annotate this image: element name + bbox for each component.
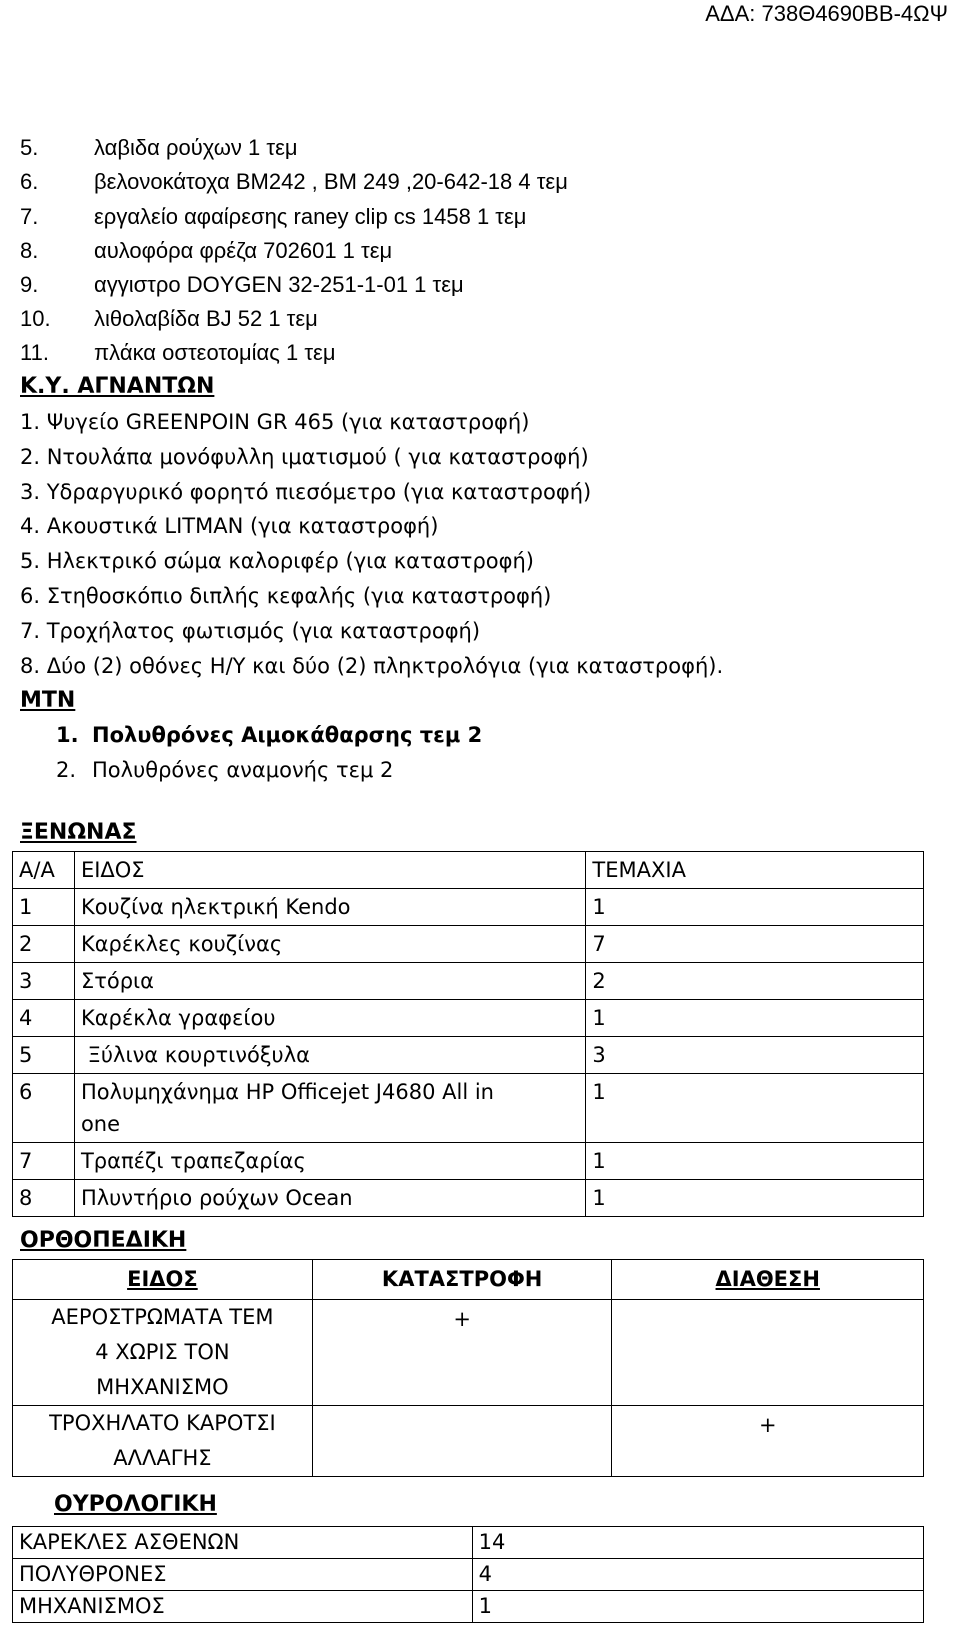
table-cell: Ξύλινα κουρτινόξυλα bbox=[74, 1037, 585, 1074]
table-row bbox=[13, 1180, 924, 1217]
list-item-text: πλάκα οστεοτομίας 1 τεμ bbox=[94, 340, 336, 365]
list-item-number: 10. bbox=[20, 306, 51, 331]
header-cell: Α/Α bbox=[13, 852, 75, 889]
mtn-item-text: Πολυθρόνες αναμονής τεμ 2 bbox=[92, 758, 394, 782]
table-cell: Πολυμηχάνημα HP Officejet J4680 All in one bbox=[74, 1074, 585, 1143]
ky-item: 1. Ψυγείο GREENPOIN GR 465 (για καταστροφή) bbox=[20, 410, 530, 434]
table-cell: 1 bbox=[472, 1591, 923, 1623]
section-heading-mtn: ΜΤΝ bbox=[20, 688, 76, 713]
table-cell: 1 bbox=[586, 1000, 924, 1037]
mtn-item-text: Πολυθρόνες Αιμοκάθαρσης τεμ 2 bbox=[92, 723, 483, 747]
list-item-text: εργαλείο αφαίρεσης raney clip cs 1458 1 τεμ bbox=[94, 204, 527, 229]
list-item-number: 8. bbox=[20, 238, 39, 263]
xenonas-table bbox=[12, 851, 924, 1217]
table-row bbox=[13, 1000, 924, 1037]
list-item-text: αγγιστρο DOYGEN 32-251-1-01 1 τεμ bbox=[94, 272, 464, 297]
header-cell: ΕΙΔΟΣ bbox=[74, 852, 585, 889]
list-item-text: λαβιδα ρούχων 1 τεμ bbox=[94, 135, 298, 160]
list-item-number: 6. bbox=[20, 169, 39, 194]
list-item-number: 9. bbox=[20, 272, 39, 297]
table-cell: 2 bbox=[586, 963, 924, 1000]
header-cell: ΤΕΜΑΧΙΑ bbox=[586, 852, 924, 889]
table-cell: Τραπέζι τραπεζαρίας bbox=[74, 1143, 585, 1180]
list-item-number: 11. bbox=[20, 340, 49, 365]
list-item bbox=[20, 270, 464, 300]
header-cell: ΚΑΤΑΣΤΡΟΦΗ bbox=[312, 1260, 612, 1300]
table-cell: 3 bbox=[13, 963, 75, 1000]
table-header-row bbox=[13, 852, 924, 889]
ortho-table bbox=[12, 1259, 924, 1477]
list-item-number: 5. bbox=[20, 135, 39, 160]
ky-item: 5. Ηλεκτρικό σώμα καλοριφέρ (για καταστροφή) bbox=[20, 549, 534, 573]
list-item-text: αυλοφόρα φρέζα 702601 1 τεμ bbox=[94, 238, 393, 263]
section-heading-ortho: ΟΡΘΟΠΕΔΙΚΗ bbox=[20, 1228, 187, 1253]
list-item bbox=[20, 236, 392, 266]
table-row bbox=[13, 1037, 924, 1074]
table-cell: 5 bbox=[13, 1037, 75, 1074]
ky-item: 6. Στηθοσκόπιο διπλής κεφαλής (για καταστροφή) bbox=[20, 584, 552, 608]
table-cell: 7 bbox=[13, 1143, 75, 1180]
table-cell: 1 bbox=[586, 1074, 924, 1143]
table-cell: Στόρια bbox=[74, 963, 585, 1000]
ky-item: 7. Τροχήλατος φωτισμός (για καταστροφή) bbox=[20, 619, 481, 643]
list-item-number: 7. bbox=[20, 204, 39, 229]
table-cell: ΑΕΡΟΣΤΡΩΜΑΤΑ ΤΕΜ 4 ΧΩΡΙΣ ΤΟΝ ΜΗΧΑΝΙΣΜΟ bbox=[13, 1300, 313, 1406]
list-item bbox=[20, 338, 336, 368]
table-cell: ΜΗΧΑΝΙΣΜΟΣ bbox=[13, 1591, 473, 1623]
table-cell: Καρέκλα γραφείου bbox=[74, 1000, 585, 1037]
table-cell: 1 bbox=[586, 889, 924, 926]
mtn-item bbox=[56, 755, 393, 785]
mtn-item bbox=[56, 720, 482, 750]
table-header-row bbox=[13, 1260, 924, 1300]
table-row bbox=[13, 963, 924, 1000]
list-item bbox=[20, 304, 318, 334]
mtn-item-number: 1. bbox=[56, 723, 79, 747]
table-cell: Πλυντήριο ρούχων Ocean bbox=[74, 1180, 585, 1217]
list-item-text: βελονοκάτοχα ΒΜ242 , ΒΜ 249 ,20-642-18 4 τεμ bbox=[94, 169, 568, 194]
ouro-table bbox=[12, 1526, 924, 1623]
table-cell: 2 bbox=[13, 926, 75, 963]
table-cell: ΚΑΡΕΚΛΕΣ ΑΣΘΕΝΩΝ bbox=[13, 1527, 473, 1559]
table-row bbox=[13, 1300, 924, 1406]
table-cell: ΠΟΛΥΘΡΟΝΕΣ bbox=[13, 1559, 473, 1591]
table-cell: 4 bbox=[472, 1559, 923, 1591]
header-cell: ΔΙΑΘΕΣΗ bbox=[612, 1260, 924, 1300]
table-cell bbox=[312, 1406, 612, 1477]
ky-item: 3. Υδραργυρικό φορητό πιεσόμετρο (για καταστροφή) bbox=[20, 480, 592, 504]
ky-item: 8. Δύο (2) οθόνες Η/Υ και δύο (2) πληκτρολόγια (για καταστροφή). bbox=[20, 654, 724, 678]
table-cell: + bbox=[312, 1300, 612, 1406]
table-cell: ΤΡΟΧΗΛΑΤΟ ΚΑΡΟΤΣΙ ΑΛΛΑΓΗΣ bbox=[13, 1406, 313, 1477]
table-cell: 14 bbox=[472, 1527, 923, 1559]
list-item bbox=[20, 167, 568, 197]
table-cell: 1 bbox=[586, 1143, 924, 1180]
table-cell: 7 bbox=[586, 926, 924, 963]
table-row bbox=[13, 1527, 924, 1559]
table-row bbox=[13, 926, 924, 963]
table-cell: + bbox=[612, 1406, 924, 1477]
table-cell: Καρέκλες κουζίνας bbox=[74, 926, 585, 963]
section-heading-ouro: ΟΥΡΟΛΟΓΙΚΗ bbox=[54, 1492, 217, 1517]
table-row bbox=[13, 889, 924, 926]
table-cell bbox=[612, 1300, 924, 1406]
table-cell: 8 bbox=[13, 1180, 75, 1217]
mtn-item-number: 2. bbox=[56, 758, 77, 782]
table-cell: 3 bbox=[586, 1037, 924, 1074]
list-item bbox=[20, 202, 526, 232]
table-cell: Κουζίνα ηλεκτρική Kendo bbox=[74, 889, 585, 926]
table-cell: 1 bbox=[13, 889, 75, 926]
table-row bbox=[13, 1591, 924, 1623]
table-cell: 6 bbox=[13, 1074, 75, 1143]
section-heading-xenonas: ΞΕΝΩΝΑΣ bbox=[20, 820, 137, 845]
ky-item: 4. Ακουστικά LITMAN (για καταστροφή) bbox=[20, 514, 439, 538]
table-cell: 1 bbox=[586, 1180, 924, 1217]
ada-code: ΑΔΑ: 738Θ4690ΒΒ-4ΩΨ bbox=[705, 1, 948, 26]
table-row bbox=[13, 1074, 924, 1143]
table-cell: 4 bbox=[13, 1000, 75, 1037]
table-row bbox=[13, 1559, 924, 1591]
table-row bbox=[13, 1143, 924, 1180]
ky-item: 2. Ντουλάπα μονόφυλλη ιματισμού ( για καταστροφή) bbox=[20, 445, 589, 469]
table-row bbox=[13, 1406, 924, 1477]
header-cell: ΕΙΔΟΣ bbox=[13, 1260, 313, 1300]
list-item-text: λιθολαβίδα BJ 52 1 τεμ bbox=[94, 306, 318, 331]
section-heading-ky: Κ.Υ. ΑΓΝΑΝΤΩΝ bbox=[20, 374, 215, 399]
list-item bbox=[20, 133, 298, 163]
